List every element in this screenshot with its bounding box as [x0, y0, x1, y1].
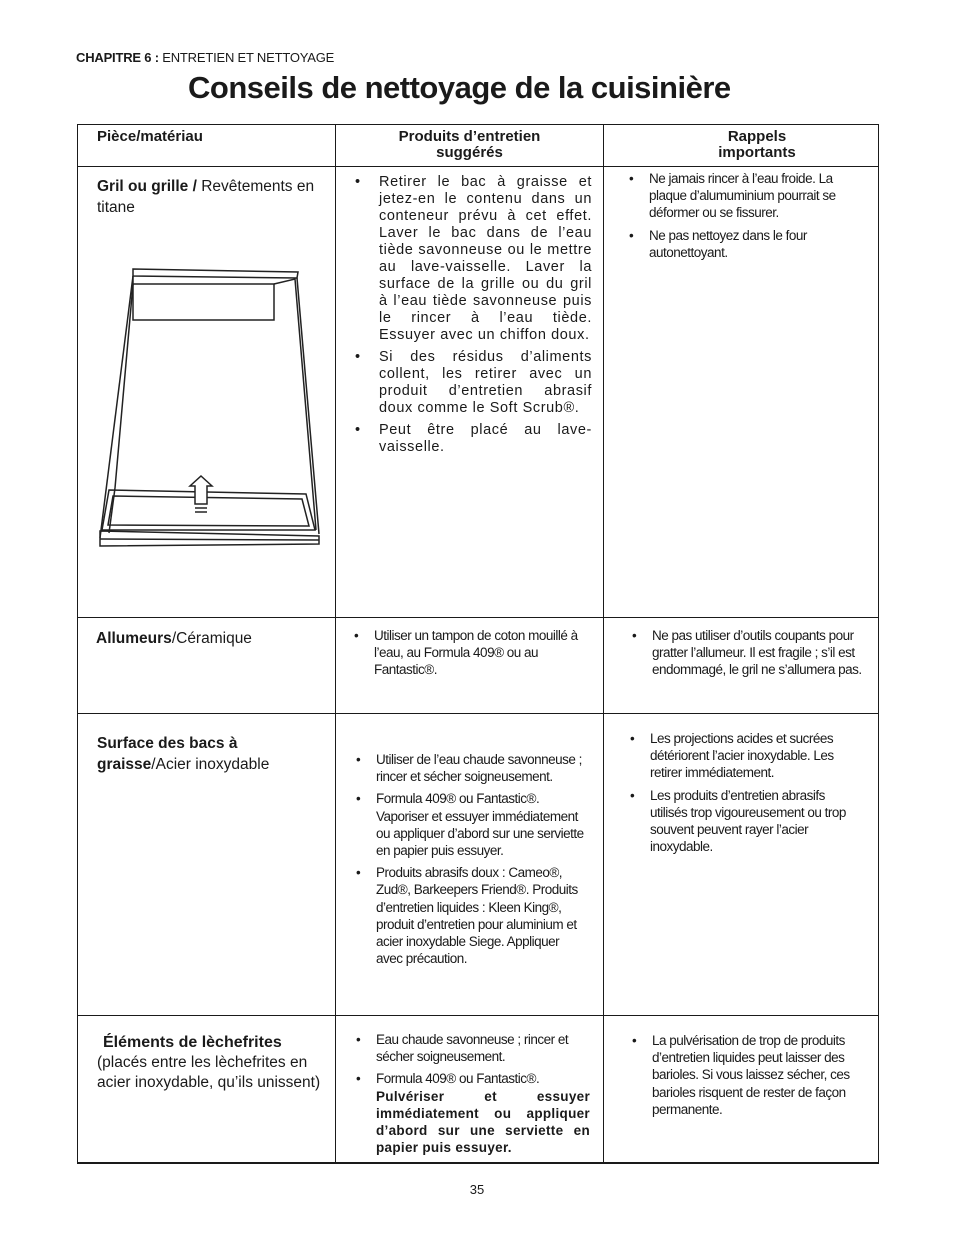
grill-top-edge — [133, 269, 298, 278]
list-item: • La pulvérisation de trop de produits d’entretien liquides peut laisser des barioles. Si vous laissez sécher, ces barioles risquent de rester de façon permanente. — [632, 1032, 860, 1118]
grill-drip-tray-inner — [108, 496, 309, 526]
chapter-name: ENTRETIEN ET NETTOYAGE — [162, 50, 335, 65]
list-item: • Retirer le bac à graisse et jetez-en le contenu dans un conteneur prévu à cet effet. Laver le bac dans de l’eau tiède savonneuse ou le mettre au lave-vaisselle. Laver la surface de la grille ou du gril à l’eau tiède savonneuse puis le rincer à l’eau tiède. Essuyer avec un chiffon doux. — [347, 174, 592, 344]
grill-illustration — [97, 268, 327, 552]
header-material: Pièce/matériau — [97, 128, 203, 145]
list-item-bold-text: Pulvériser et essuyer immédiatement ou appliquer d’abord sur une serviette en papier puis essuyer. — [376, 1088, 590, 1156]
table-border-bottom — [77, 1162, 879, 1164]
list-item: • Ne pas nettoyez dans le four autonettoyant. — [629, 227, 851, 261]
material-rest: Revêtements en titane — [97, 178, 315, 216]
list-item: • Formula 409® ou Fantastic®. Vaporiser et essuyer immédiatement ou appliquer d’abord sur une serviette en papier puis essuyer. — [356, 790, 588, 859]
row-material-drip-pans — [97, 733, 322, 775]
row-divider-3 — [77, 1015, 879, 1016]
row-reminders-drip-pans — [630, 730, 860, 860]
list-item: • Ne pas utiliser d’outils coupants pour gratter l’allumeur. Il est fragile ; s’il est endommagé, le gril ne s’allumera pas. — [632, 627, 864, 679]
grill-inner-right — [274, 279, 316, 530]
material-rest: /Acier inoxydable — [151, 756, 270, 773]
grill-outer-left — [100, 276, 133, 538]
material-bold: Gril ou grille / — [97, 178, 202, 195]
header-reminders-line1: Rappels — [727, 128, 787, 145]
list-item: • Peut être placé au lave-vaisselle. — [347, 422, 592, 456]
list-item: • Utiliser un tampon de coton mouillé à l’eau, au Formula 409® ou au Fantastic®. — [354, 627, 586, 679]
arrow-up-icon — [190, 476, 212, 512]
row-products-drip-pans — [356, 751, 588, 972]
page-number: 35 — [469, 1182, 485, 1197]
list-item — [356, 1070, 590, 1156]
list-item: • Si des résidus d’aliments collent, les retirer avec un produit d’entretien abrasif doux comme le Soft Scrub®. — [347, 349, 592, 417]
material-bold: Surface des bacs à graisse — [97, 735, 238, 773]
header-products — [336, 129, 603, 161]
material-bold: Allumeurs — [96, 630, 172, 647]
header-reminders-line2: importants — [718, 144, 796, 161]
grill-back-panel — [133, 284, 274, 320]
list-item: • Les projections acides et sucrées détériorent l’acier inoxydable. Les retirer immédiatement. — [630, 730, 860, 782]
page-title: Conseils de nettoyage de la cuisinière — [188, 70, 731, 105]
material-rest: (placés entre les lèchefrites en acier inoxydable, qu’ils unissent) — [97, 1054, 321, 1091]
row-divider-header — [77, 166, 879, 167]
row-products-grill — [347, 174, 592, 461]
row-reminders-igniters — [632, 627, 864, 684]
list-item-text: Formula 409® ou Fantastic®. — [376, 1071, 540, 1087]
row-divider-1 — [77, 617, 879, 618]
row-reminders-grill — [629, 170, 851, 266]
grill-inner-left — [115, 276, 133, 488]
list-item: • Utiliser de l’eau chaude savonneuse ; rincer et sécher soigneusement. — [356, 751, 588, 785]
table-border-left — [77, 124, 78, 1164]
header-reminders — [677, 129, 837, 161]
header-products-line2: suggérés — [436, 144, 503, 161]
row-material-grill — [97, 176, 322, 218]
row-reminders-drip-pan-elements — [632, 1032, 860, 1123]
row-material-igniters — [96, 628, 326, 649]
column-divider-1 — [335, 124, 336, 1164]
list-item: • Les produits d’entretien abrasifs utilisés trop vigoureusement ou trop souvent peuvent rayer l’acier inoxydable. — [630, 787, 860, 856]
table-border-top — [77, 124, 879, 125]
cleaning-table — [77, 124, 879, 1164]
list-item: • Eau chaude savonneuse ; rincer et sécher soigneusement. — [356, 1031, 590, 1065]
material-rest: /Céramique — [171, 630, 252, 647]
material-bold: Éléments de lèchefrites — [103, 1034, 282, 1051]
chapter-heading — [76, 50, 334, 65]
column-divider-2 — [603, 124, 604, 1164]
row-material-drip-pan-elements — [97, 1032, 322, 1092]
header-products-line1: Produits d’entretien — [398, 128, 541, 145]
chapter-label: CHAPITRE 6 : — [76, 50, 159, 65]
list-item: • Produits abrasifs doux : Cameo®, Zud®, Barkeepers Friend®. Produits d’entretien liquides : Kleen King®, produit d’entretien pour aluminium et acier inoxydable Siege. Appliquer avec précaution. — [356, 864, 588, 967]
table-border-right — [878, 124, 879, 1164]
grill-outer-right — [297, 278, 319, 534]
list-item: • Ne jamais rincer à l’eau froide. La plaque d’alumuminium pourrait se déformer ou se fissurer. — [629, 170, 851, 222]
row-products-drip-pan-elements — [356, 1031, 590, 1161]
grill-base-line — [100, 539, 319, 540]
row-divider-2 — [77, 713, 879, 714]
row-products-igniters — [354, 627, 586, 684]
